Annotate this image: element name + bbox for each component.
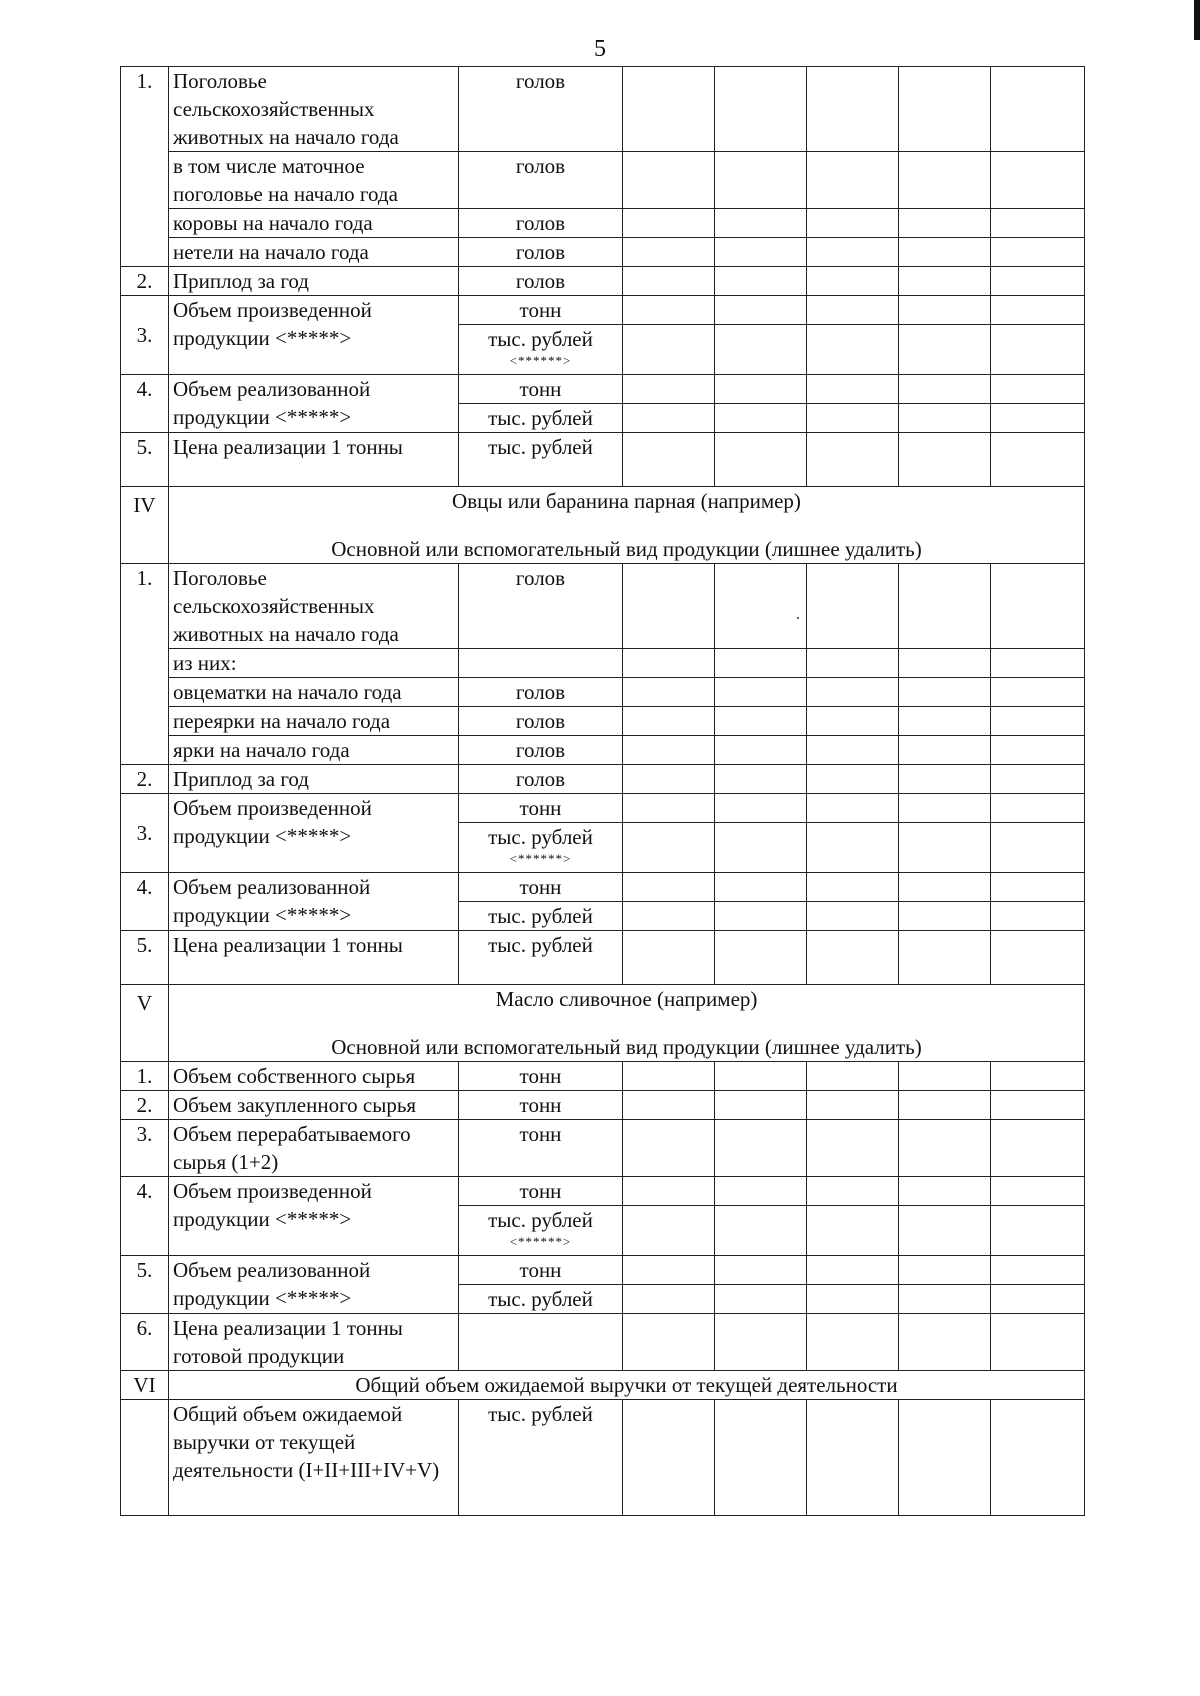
row-unit: тонн — [459, 1091, 623, 1120]
value-cell[interactable] — [807, 931, 899, 985]
table-row — [121, 152, 1085, 209]
value-cell[interactable] — [899, 873, 991, 902]
row-label: Цена реализации 1 тонны — [169, 433, 459, 487]
row-number: 2. — [121, 1091, 169, 1120]
value-cell[interactable] — [899, 564, 991, 649]
value-cell[interactable] — [623, 1091, 715, 1120]
value-cell[interactable] — [899, 823, 991, 873]
footnote-mark: <******> — [509, 851, 572, 866]
value-cell[interactable] — [899, 1091, 991, 1120]
value-cell[interactable] — [807, 67, 899, 152]
value-cell[interactable] — [623, 209, 715, 238]
unit-text: тыс. рублей — [488, 825, 593, 849]
value-cell[interactable] — [623, 433, 715, 487]
value-cell[interactable] — [991, 238, 1085, 267]
row-unit: тонн — [459, 1120, 623, 1177]
row-unit: тыс. рублей — [459, 433, 623, 487]
value-cell[interactable] — [991, 1256, 1085, 1285]
section-subtitle: Основной или вспомогательный вид продукции (лишнее удалить) — [331, 537, 922, 561]
row-label: Объем реализованной продукции <*****> — [169, 375, 459, 433]
row-number — [121, 1400, 169, 1516]
value-cell[interactable] — [991, 433, 1085, 487]
section-subtitle: Основной или вспомогательный вид продукции (лишнее удалить) — [331, 1035, 922, 1059]
value-cell[interactable] — [623, 765, 715, 794]
table-row — [121, 209, 1085, 238]
value-cell[interactable] — [623, 325, 715, 375]
scan-speck — [797, 617, 799, 619]
value-cell[interactable] — [623, 1120, 715, 1177]
value-cell[interactable] — [991, 1400, 1085, 1516]
value-cell[interactable] — [715, 325, 807, 375]
value-cell[interactable] — [807, 1206, 899, 1256]
section-number: VI — [121, 1371, 169, 1400]
row-label: Приплод за год — [169, 267, 459, 296]
row-label: Цена реализации 1 тонны готовой продукции — [169, 1314, 459, 1371]
row-unit: голов — [459, 267, 623, 296]
value-cell[interactable] — [715, 931, 807, 985]
value-cell[interactable] — [991, 296, 1085, 325]
value-cell[interactable] — [715, 267, 807, 296]
value-cell[interactable] — [899, 794, 991, 823]
value-cell[interactable] — [623, 375, 715, 404]
table-row — [121, 1091, 1085, 1120]
value-cell[interactable] — [623, 564, 715, 649]
row-unit: голов — [459, 209, 623, 238]
value-cell[interactable] — [623, 267, 715, 296]
value-cell[interactable] — [623, 931, 715, 985]
value-cell[interactable] — [899, 67, 991, 152]
value-cell[interactable] — [807, 209, 899, 238]
table-row — [121, 1120, 1085, 1177]
value-cell[interactable] — [807, 765, 899, 794]
row-label: Поголовье сельскохозяйственных животных на начало года — [169, 564, 459, 649]
value-cell[interactable] — [623, 238, 715, 267]
row-number: 4. — [121, 375, 169, 433]
value-cell[interactable] — [807, 823, 899, 873]
value-cell[interactable] — [807, 902, 899, 931]
value-cell[interactable] — [715, 794, 807, 823]
value-cell[interactable] — [991, 67, 1085, 152]
value-cell[interactable] — [715, 209, 807, 238]
row-unit: голов — [459, 67, 623, 152]
value-cell[interactable] — [991, 1177, 1085, 1206]
row-label: из них: — [169, 649, 459, 678]
value-cell[interactable] — [807, 1285, 899, 1314]
value-cell[interactable] — [991, 931, 1085, 985]
value-cell[interactable] — [715, 736, 807, 765]
value-cell[interactable] — [899, 375, 991, 404]
value-cell[interactable] — [991, 902, 1085, 931]
row-unit: тонн — [459, 375, 623, 404]
table-row — [121, 433, 1085, 487]
value-cell[interactable] — [899, 649, 991, 678]
table-row — [121, 375, 1085, 404]
value-cell[interactable] — [715, 1285, 807, 1314]
value-cell[interactable] — [807, 1400, 899, 1516]
row-number: 1. — [121, 67, 169, 267]
row-number: 2. — [121, 267, 169, 296]
value-cell[interactable] — [991, 325, 1085, 375]
row-label: Объем собственного сырья — [169, 1062, 459, 1091]
row-number: 1. — [121, 1062, 169, 1091]
value-cell[interactable] — [899, 433, 991, 487]
row-unit: тонн — [459, 794, 623, 823]
table-row — [121, 1314, 1085, 1371]
row-unit: голов — [459, 678, 623, 707]
value-cell[interactable] — [715, 1062, 807, 1091]
value-cell[interactable] — [991, 794, 1085, 823]
table-row — [121, 1062, 1085, 1091]
row-label: нетели на начало года — [169, 238, 459, 267]
value-cell[interactable] — [991, 1285, 1085, 1314]
value-cell[interactable] — [899, 931, 991, 985]
row-label: Объем произведенной продукции <*****> — [169, 1177, 459, 1256]
row-number: 5. — [121, 1256, 169, 1314]
value-cell[interactable] — [899, 1285, 991, 1314]
value-cell[interactable] — [991, 404, 1085, 433]
value-cell[interactable] — [991, 649, 1085, 678]
value-cell[interactable] — [899, 1400, 991, 1516]
value-cell[interactable] — [715, 765, 807, 794]
value-cell[interactable] — [899, 1206, 991, 1256]
row-number: 5. — [121, 931, 169, 985]
value-cell[interactable] — [715, 823, 807, 873]
page-number: 5 — [594, 36, 606, 62]
value-cell[interactable] — [807, 794, 899, 823]
row-unit: тыс. рублей — [459, 404, 623, 433]
value-cell[interactable] — [899, 1177, 991, 1206]
row-unit: тонн — [459, 1062, 623, 1091]
row-number: 5. — [121, 433, 169, 487]
value-cell[interactable] — [715, 707, 807, 736]
value-cell[interactable] — [807, 1256, 899, 1285]
value-cell[interactable] — [623, 1400, 715, 1516]
row-label: Общий объем ожидаемой выручки от текущей деятельности (I+II+III+IV+V) — [169, 1400, 459, 1516]
row-label: овцематки на начало года — [169, 678, 459, 707]
section-header-row — [121, 985, 1085, 1062]
value-cell[interactable] — [991, 375, 1085, 404]
value-cell[interactable] — [807, 1314, 899, 1371]
value-cell[interactable] — [623, 873, 715, 902]
row-label: Приплод за год — [169, 765, 459, 794]
value-cell[interactable] — [991, 678, 1085, 707]
row-label: Объем закупленного сырья — [169, 1091, 459, 1120]
value-cell[interactable] — [715, 1206, 807, 1256]
value-cell[interactable] — [899, 902, 991, 931]
table-row — [121, 267, 1085, 296]
row-label: Объем реализованной продукции <*****> — [169, 873, 459, 931]
table-row — [121, 765, 1085, 794]
section-title: Общий объем ожидаемой выручки от текущей деятельности — [169, 1371, 1085, 1400]
value-cell[interactable] — [715, 375, 807, 404]
value-cell[interactable] — [807, 678, 899, 707]
row-label: ярки на начало года — [169, 736, 459, 765]
value-cell[interactable] — [715, 404, 807, 433]
row-number: 3. — [121, 1120, 169, 1177]
value-cell[interactable] — [623, 296, 715, 325]
row-unit: тонн — [459, 1177, 623, 1206]
value-cell[interactable] — [715, 873, 807, 902]
table-row — [121, 238, 1085, 267]
row-unit: голов — [459, 736, 623, 765]
row-unit: голов — [459, 238, 623, 267]
table-row — [121, 564, 1085, 649]
value-cell[interactable] — [899, 1314, 991, 1371]
footnote-mark: <******> — [509, 1234, 572, 1249]
value-cell[interactable] — [623, 152, 715, 209]
unit-text: тыс. рублей — [488, 327, 593, 351]
value-cell[interactable] — [623, 794, 715, 823]
value-cell[interactable] — [991, 152, 1085, 209]
value-cell[interactable] — [623, 1206, 715, 1256]
value-cell[interactable] — [899, 296, 991, 325]
value-cell[interactable] — [715, 1400, 807, 1516]
table-row — [121, 707, 1085, 736]
value-cell[interactable] — [715, 649, 807, 678]
footnote-mark: <******> — [509, 353, 572, 368]
value-cell[interactable] — [899, 238, 991, 267]
row-label: в том числе маточное поголовье на начало года — [169, 152, 459, 209]
value-cell[interactable] — [899, 678, 991, 707]
value-cell[interactable] — [991, 209, 1085, 238]
value-cell[interactable] — [899, 404, 991, 433]
section-header-row — [121, 1371, 1085, 1400]
row-label: Объем перерабатываемого сырья (1+2) — [169, 1120, 459, 1177]
section-header — [169, 487, 1085, 564]
table-row — [121, 1256, 1085, 1285]
value-cell[interactable] — [807, 1177, 899, 1206]
value-cell[interactable] — [807, 736, 899, 765]
row-number: 2. — [121, 765, 169, 794]
row-unit — [459, 1314, 623, 1371]
value-cell[interactable] — [807, 296, 899, 325]
value-cell[interactable] — [715, 238, 807, 267]
value-cell[interactable] — [991, 873, 1085, 902]
table-row — [121, 931, 1085, 985]
value-cell[interactable] — [623, 1177, 715, 1206]
row-number: 6. — [121, 1314, 169, 1371]
value-cell[interactable] — [623, 736, 715, 765]
value-cell[interactable] — [807, 873, 899, 902]
value-cell[interactable] — [899, 1062, 991, 1091]
row-unit — [459, 823, 623, 873]
value-cell[interactable] — [623, 1062, 715, 1091]
table-row — [121, 794, 1085, 823]
value-cell[interactable] — [715, 67, 807, 152]
row-unit: тонн — [459, 1256, 623, 1285]
row-number: 3. — [121, 296, 169, 375]
row-unit: тыс. рублей — [459, 931, 623, 985]
section-title: Овцы или баранина парная (например) — [452, 489, 801, 513]
table-row — [121, 649, 1085, 678]
value-cell[interactable] — [807, 707, 899, 736]
value-cell[interactable] — [623, 1285, 715, 1314]
value-cell[interactable] — [807, 564, 899, 649]
section-title: Масло сливочное (например) — [495, 987, 758, 1011]
section-header-row — [121, 487, 1085, 564]
value-cell[interactable] — [807, 1120, 899, 1177]
value-cell[interactable] — [623, 1256, 715, 1285]
value-cell[interactable] — [807, 152, 899, 209]
value-cell[interactable] — [807, 433, 899, 487]
row-unit: тонн — [459, 296, 623, 325]
row-label: переярки на начало года — [169, 707, 459, 736]
row-unit — [459, 1206, 623, 1256]
value-cell[interactable] — [991, 707, 1085, 736]
value-cell[interactable] — [623, 678, 715, 707]
value-cell[interactable] — [991, 823, 1085, 873]
value-cell[interactable] — [715, 1314, 807, 1371]
value-cell[interactable] — [991, 267, 1085, 296]
value-cell[interactable] — [899, 267, 991, 296]
value-cell[interactable] — [991, 1206, 1085, 1256]
value-cell[interactable] — [807, 238, 899, 267]
row-unit: голов — [459, 152, 623, 209]
value-cell[interactable] — [807, 649, 899, 678]
value-cell[interactable] — [715, 1091, 807, 1120]
row-label: Цена реализации 1 тонны — [169, 931, 459, 985]
value-cell[interactable] — [807, 267, 899, 296]
table-row — [121, 873, 1085, 902]
row-label: Поголовье сельскохозяйственных животных на начало года — [169, 67, 459, 152]
table-row — [121, 736, 1085, 765]
value-cell[interactable] — [991, 1091, 1085, 1120]
value-cell[interactable] — [715, 433, 807, 487]
unit-text: тыс. рублей — [488, 1208, 593, 1232]
section-number: IV — [121, 487, 169, 564]
production-table — [120, 66, 1085, 1516]
value-cell[interactable] — [991, 564, 1085, 649]
value-cell[interactable] — [807, 1062, 899, 1091]
row-unit: тыс. рублей — [459, 1285, 623, 1314]
value-cell[interactable] — [715, 1256, 807, 1285]
row-label: коровы на начало года — [169, 209, 459, 238]
value-cell[interactable] — [991, 736, 1085, 765]
row-number: 3. — [121, 794, 169, 873]
value-cell[interactable] — [715, 296, 807, 325]
value-cell[interactable] — [715, 564, 807, 649]
value-cell[interactable] — [623, 404, 715, 433]
table-row — [121, 678, 1085, 707]
value-cell[interactable] — [899, 736, 991, 765]
value-cell[interactable] — [807, 375, 899, 404]
row-unit: тыс. рублей — [459, 902, 623, 931]
value-cell[interactable] — [899, 325, 991, 375]
value-cell[interactable] — [807, 1091, 899, 1120]
value-cell[interactable] — [715, 902, 807, 931]
value-cell[interactable] — [715, 678, 807, 707]
value-cell[interactable] — [899, 707, 991, 736]
row-unit — [459, 325, 623, 375]
value-cell[interactable] — [715, 1120, 807, 1177]
value-cell[interactable] — [623, 707, 715, 736]
value-cell[interactable] — [899, 1256, 991, 1285]
value-cell[interactable] — [715, 1177, 807, 1206]
section-number: V — [121, 985, 169, 1062]
row-unit: голов — [459, 707, 623, 736]
value-cell[interactable] — [991, 765, 1085, 794]
value-cell[interactable] — [807, 404, 899, 433]
value-cell[interactable] — [899, 765, 991, 794]
value-cell[interactable] — [715, 152, 807, 209]
value-cell[interactable] — [899, 1120, 991, 1177]
value-cell[interactable] — [991, 1314, 1085, 1371]
value-cell[interactable] — [623, 902, 715, 931]
row-number: 4. — [121, 1177, 169, 1256]
row-unit — [459, 649, 623, 678]
row-number: 1. — [121, 564, 169, 765]
value-cell[interactable] — [991, 1120, 1085, 1177]
row-unit: голов — [459, 564, 623, 649]
table-row — [121, 67, 1085, 152]
value-cell[interactable] — [623, 649, 715, 678]
value-cell[interactable] — [623, 823, 715, 873]
row-unit: тыс. рублей — [459, 1400, 623, 1516]
value-cell[interactable] — [623, 67, 715, 152]
table-row — [121, 296, 1085, 325]
row-unit: тонн — [459, 873, 623, 902]
value-cell[interactable] — [899, 209, 991, 238]
section-header — [169, 985, 1085, 1062]
value-cell[interactable] — [991, 1062, 1085, 1091]
value-cell[interactable] — [623, 1314, 715, 1371]
row-label: Объем произведенной продукции <*****> — [169, 794, 459, 873]
row-number: 4. — [121, 873, 169, 931]
table-row — [121, 1177, 1085, 1206]
row-label: Объем реализованной продукции <*****> — [169, 1256, 459, 1314]
row-unit: голов — [459, 765, 623, 794]
table-row — [121, 1400, 1085, 1516]
row-label: Объем произведенной продукции <*****> — [169, 296, 459, 375]
scan-edge-mark — [1194, 0, 1200, 40]
value-cell[interactable] — [807, 325, 899, 375]
value-cell[interactable] — [899, 152, 991, 209]
